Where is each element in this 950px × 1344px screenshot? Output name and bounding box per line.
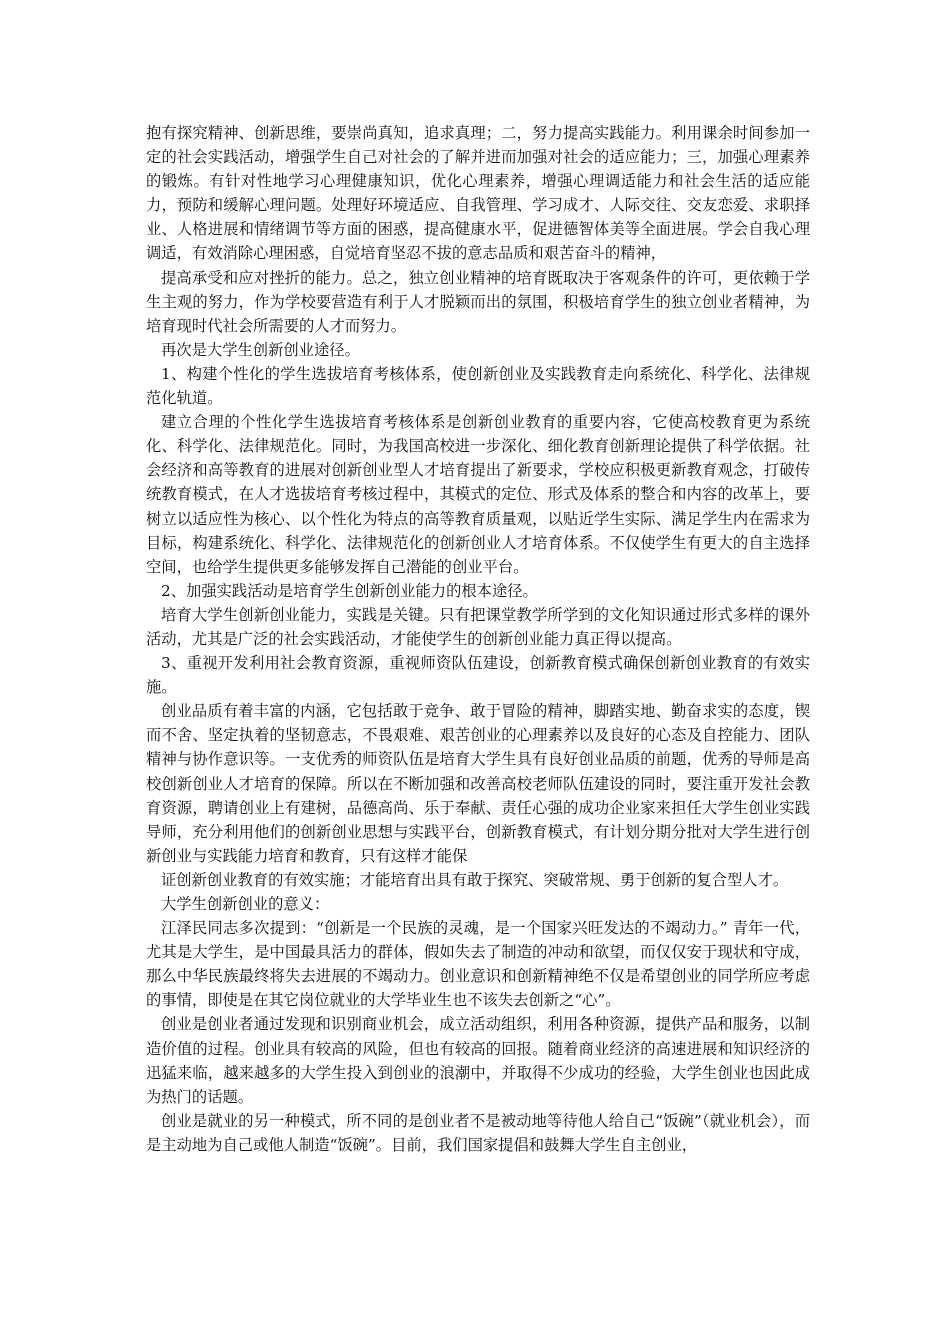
paragraph-11: 大学生创新创业的意义：: [161, 895, 330, 913]
paragraph-4: 1、构建个性化的学生选拔培育考核体系，使创新创业及实践教育走向系统化、科学化、法律规范化轨道。: [146, 364, 810, 408]
paragraph-8: 3、重视开发利用社会教育资源，重视师资队伍建设，创新教育模式确保创新创业教育的有效实施。: [146, 654, 810, 697]
paragraph-3: 再次是大学生创新创业途径。: [161, 340, 360, 359]
paragraph-6: 2、加强实践活动是培育学生创新创业能力的根本途径。: [161, 581, 538, 600]
paragraph-10: 证创新创业教育的有效实施；才能培育出具有敢于探究、突破常规、勇于创新的复合型人才。: [161, 870, 789, 889]
paragraph-7: 培育大学生创新创业能力，实践是关键。只有把课堂教学所学到的文化知识通过形式多样的课外活动，尤其是广泛的社会实践活动，才能使学生的创新创业能力真正得以提高。: [146, 605, 810, 648]
paragraph-13: 创业是创业者通过发现和识别商业机会，成立活动组织，利用各种资源，提供产品和服务，以制造价值的过程。创业具有较高的风险，但也有较高的回报。随着商业经济的高速进展和知识经济的迅猛来临，越来越多的大学生投入到创业的浪潮中，并取得不少成功的经验，大学生创业也因此成为热门的话题。: [146, 1015, 810, 1106]
paragraph-14: 创业是就业的另一种模式，所不同的是创业者不是被动地等待他人给自己“饭碗”（就业机会），而是主动地为自己或他人制造“饭碗”。目前，我们国家提倡和鼓舞大学生自主创业，: [146, 1111, 810, 1154]
paragraph-1: 抱有探究精神、创新思维，要崇尚真知，追求真理；二，努力提高实践能力。利用课余时间参加一定的社会实践活动，增强学生自己对社会的了解并进而加强对社会的适应能力；三，加强心理素养的锻炼。有针对性地学习心理健康知识，优化心理素养，增强心理调适能力和社会生活的适应能力，预防和缓解心理问题。处理好环境适应、自我管理、学习成才、人际交往、交友恋爱、求职择业、人格进展和情绪调节等方面的困惑，提高健康水平，促进德智体美等全面进展。学会自我心理调适，有效消除心理困惑，自觉培育坚忍不拔的意志品质和艰苦奋斗的精神，: [146, 124, 810, 263]
paragraph-12: 江泽民同志多次提到：“创新是一个民族的灵魂，是一个国家兴旺发达的不竭动力。” 青年一代，尤其是大学生，是中国最具活力的群体，假如失去了制造的冲动和欲望，而仅仅安于现状和守成，那么中华民族最终将失去进展的不竭动力。创业意识和创新精神绝不仅是希望创业的同学所应考虑的事情，即使是在其它岗位就业的大学毕业生也不该失去创新之“心”。: [146, 919, 810, 1010]
document-body: [146, 121, 810, 1157]
paragraph-9: 创业品质有着丰富的内涵，它包括敢于竞争、敢于冒险的精神，脚踏实地、勤奋求实的态度，锲而不舍、坚定执着的坚韧意志，不畏艰难、艰苦创业的心理素养以及良好的心态及自控能力、团队精神与协作意识等。一支优秀的师资队伍是培育大学生具有良好创业品质的前题，优秀的导师是高校创新创业人才培育的保障。所以在不断加强和改善高校老师队伍建设的同时，要注重开发社会教育资源，聘请创业上有建树，品德高尚、乐于奉献、责任心强的成功企业家来担任大学生创业实践导师，充分利用他们的创新创业思想与实践平台，创新教育模式，有计划分期分批对大学生进行创新创业与实践能力培育和教育，只有这样才能保: [146, 702, 810, 865]
paragraph-5: 建立合理的个性化学生选拔培育考核体系是创新创业教育的重要内容，它使高校教育更为系统化、科学化、法律规范化。同时，为我国高校进一步深化、细化教育创新理论提供了科学依据。社会经济和高等教育的进展对创新创业型人才培育提出了新要求，学校应积极更新教育观念，打破传统教育模式，在人才选拔培育考核过程中，其模式的定位、形式及体系的整合和内容的改革上，要树立以适应性为核心、以个性化为特点的高等教育质量观，以贴近学生实际、满足学生内在需求为目标，构建系统化、科学化、法律规范化的创新创业人才培育体系。不仅使学生有更大的自主选择空间，也给学生提供更多能够发挥自己潜能的创业平台。: [146, 413, 810, 576]
paragraph-2: 提高承受和应对挫折的能力。总之，独立创业精神的培育既取决于客观条件的许可，更依赖于学生主观的努力，作为学校要营造有利于人才脱颖而出的氛围，积极培育学生的独立创业者精神，为培育现时代社会所需要的人才而努力。: [146, 268, 810, 335]
